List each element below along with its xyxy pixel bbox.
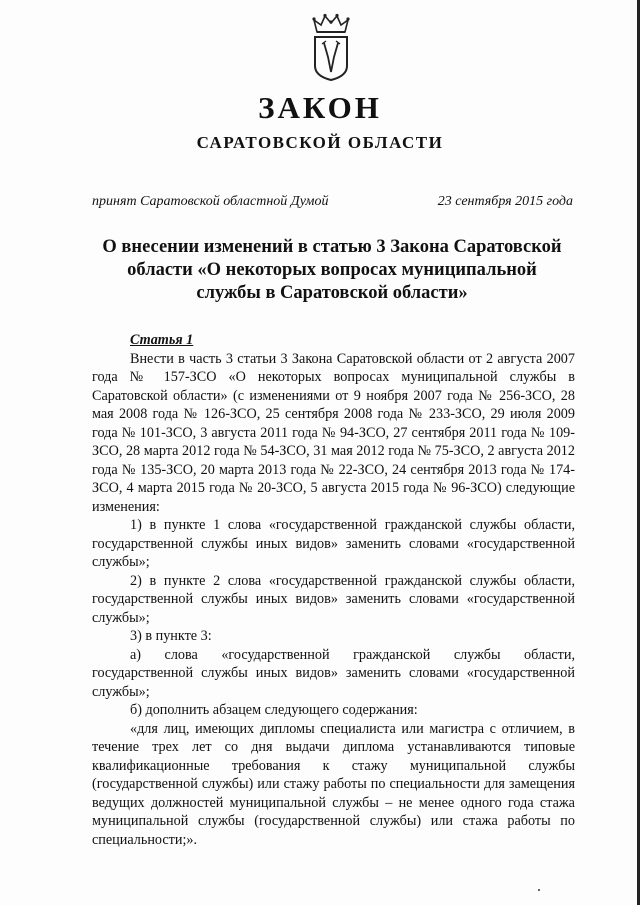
scan-speck bbox=[538, 889, 540, 891]
article-heading: Статья 1 bbox=[130, 332, 194, 348]
article-paragraph: 1) в пункте 1 слова «государственной гражданской службы области, государственной службы иных видов» заменить словами «государственной службы»; bbox=[92, 517, 575, 570]
article-paragraph: б) дополнить абзацем следующего содержания: bbox=[130, 702, 418, 718]
document-title bbox=[82, 236, 582, 305]
adopted-date: 23 сентября 2015 года bbox=[437, 194, 573, 209]
region-name: САРАТОВСКОЙ ОБЛАСТИ bbox=[196, 133, 444, 152]
coat-of-arms-icon bbox=[301, 12, 361, 82]
law-title: ЗАКОН bbox=[258, 90, 382, 125]
article-paragraph: а) слова «государственной гражданской службы области, государственной службы иных видов» заменить словами «государственной службы»; bbox=[92, 646, 575, 700]
article-paragraph: Внести в часть 3 статьи 3 Закона Саратовской области от 2 августа 2007 года № 157-ЗСО «О некоторых вопросах муниципальной службы в Саратовской области» (с изменениями от 9 ноября 2007 года № 256-ЗСО, 28 мая 2008 года № 126-ЗСО, 25 сентября 2008 года № 233-ЗСО, 29 июля 2009 года № 101-ЗСО, 3 августа 2011 года № 94-ЗСО, 27 сентября 2011 года № 109-ЗСО, 28 марта 2012 года № 54-ЗСО, 31 мая 2012 года № 75-ЗСО, 2 августа 2012 года № 135-ЗСО, 20 марта 2013 года № 22-ЗСО, 24 сентября 2013 года № 174-ЗСО, 4 марта 2015 года № 20-ЗСО, 5 августа 2015 года № 96-ЗСО) следующие изменения: bbox=[92, 350, 575, 515]
article-paragraph: 2) в пункте 2 слова «государственной гражданской службы области, государственной службы иных видов» заменить словами «государственной службы»; bbox=[92, 572, 575, 626]
article-body bbox=[92, 331, 575, 849]
article-paragraph: 3) в пункте 3: bbox=[130, 628, 212, 644]
document-title-line: службы в Саратовской области» bbox=[196, 283, 468, 303]
document-title-line: области «О некоторых вопросах муниципальной bbox=[127, 260, 537, 280]
adopted-by: принят Саратовской областной Думой bbox=[92, 194, 329, 209]
article-paragraph: «для лиц, имеющих дипломы специалиста или магистра с отличием, в течение трех лет со дня выдачи диплома устанавливаются типовые квалификационные требования к стажу муниципальной службы (государственной службы) или стажу работы по специальности для замещения ведущих должностей муниципальной службы – не менее одного года стажа муниципальной службы (государственной службы) или стажа работы по специальности;». bbox=[92, 720, 575, 848]
document-title-line: О внесении изменений в статью 3 Закона Саратовской bbox=[102, 237, 562, 257]
